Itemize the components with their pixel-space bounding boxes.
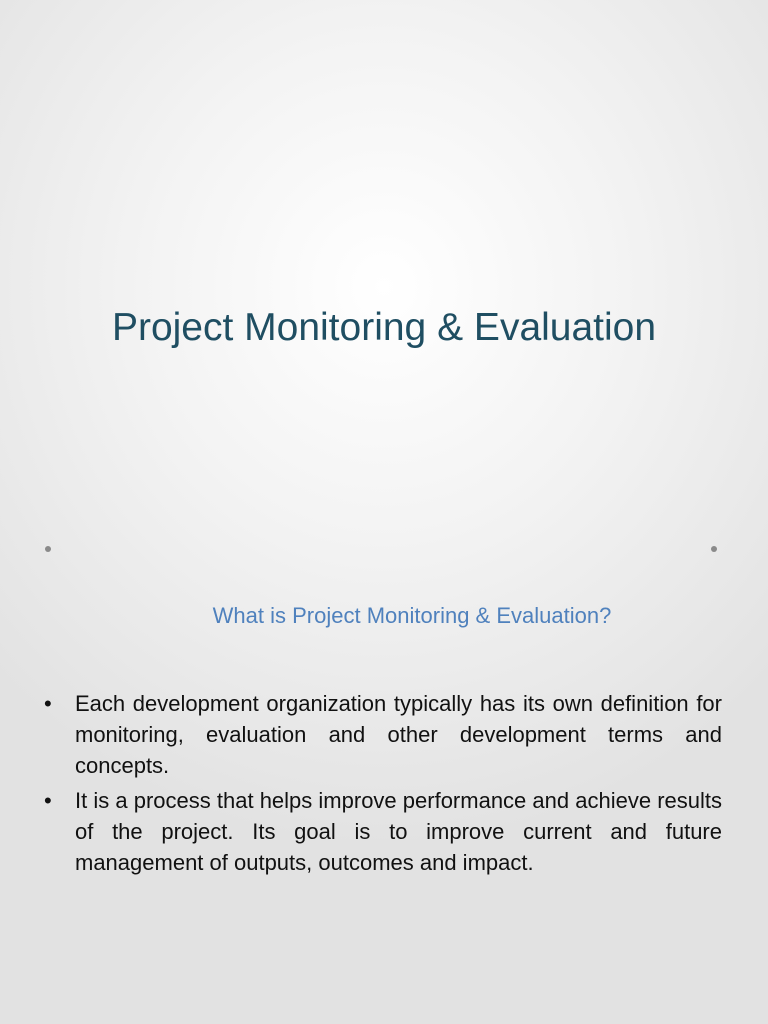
list-item — [44, 688, 722, 781]
slide-title: Project Monitoring & Evaluation — [111, 306, 657, 349]
list-item — [44, 785, 722, 878]
bullet-icon: • — [44, 788, 52, 813]
bullet-list — [44, 688, 722, 882]
bullet-text: Each development organization typically has its own definition for monitoring, evaluation and other development terms and concepts. — [75, 691, 722, 778]
decorative-dot-right — [711, 546, 717, 552]
bullet-text: It is a process that helps improve performance and achieve results of the project. Its goal is to improve current and future management of outputs, outcomes and impact. — [75, 788, 722, 875]
slide-subheading: What is Project Monitoring & Evaluation? — [212, 603, 612, 628]
bullet-icon: • — [44, 691, 52, 716]
decorative-dot-left — [45, 546, 51, 552]
